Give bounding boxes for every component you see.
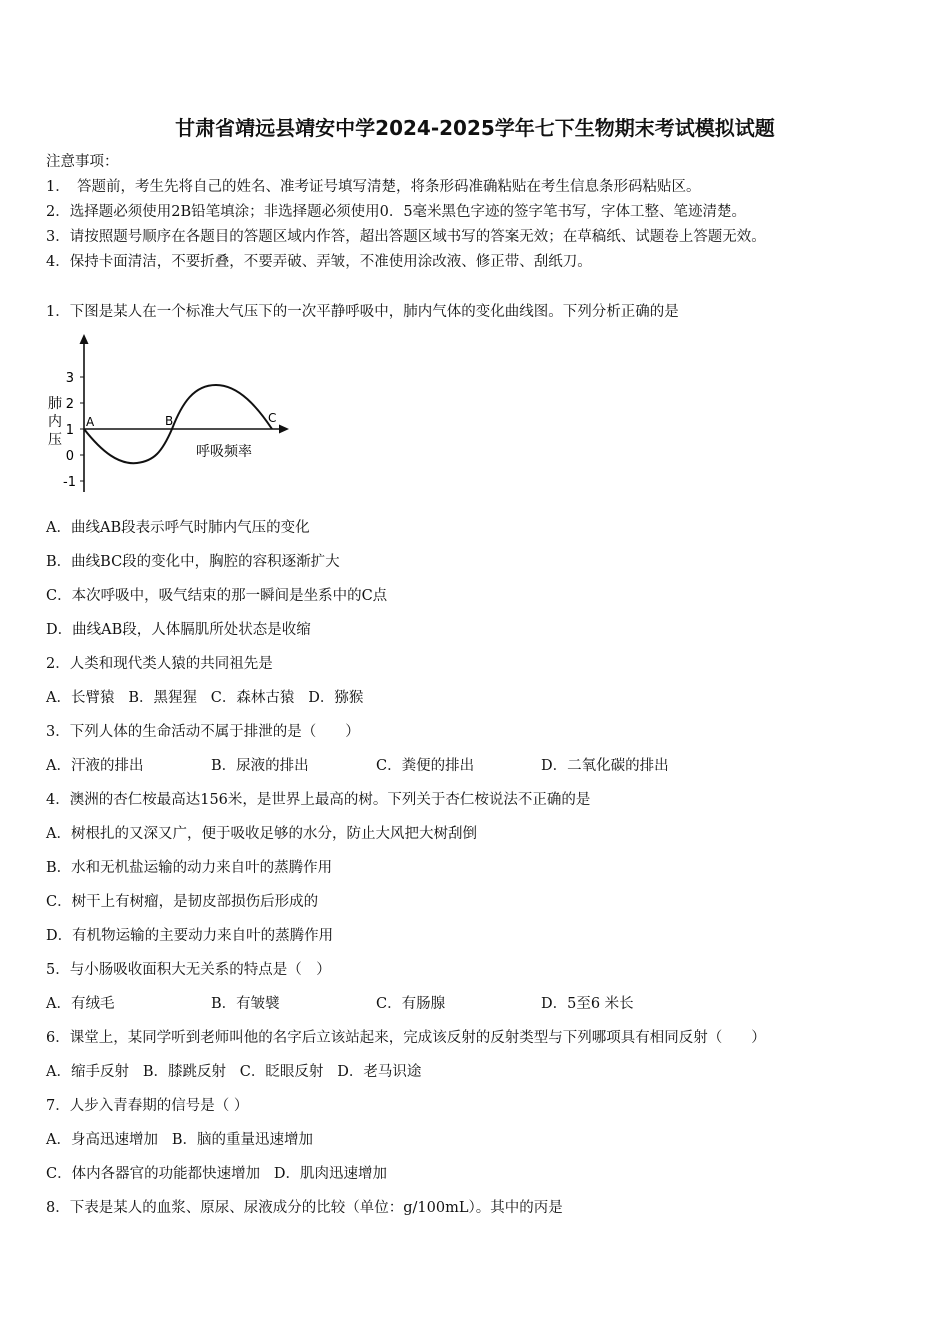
point-label-a: A (86, 415, 95, 429)
option: D．猕猴 (308, 690, 364, 706)
lung-pressure-figure (44, 330, 294, 498)
options-row (46, 1164, 387, 1184)
option: C．森林古猿 (210, 690, 295, 706)
x-axis-arrow (279, 425, 289, 434)
question-stem: 6．课堂上，某同学听到老师叫他的名字后立该站起来，完成该反射的反射类型与下列哪项具有相同反射（ ） (46, 1030, 766, 1046)
option: C．树干上有树瘤，是韧皮部损伤后形成的 (46, 894, 319, 910)
y-tick-label: -1 (63, 475, 76, 490)
y-axis-label: 肺 (48, 396, 62, 412)
option: D．二氧化碳的排出 (541, 758, 669, 774)
question-stem: 2．人类和现代类人猿的共同祖先是 (46, 656, 273, 672)
y-axis-arrow (80, 334, 89, 344)
notice-item: 1． 答题前，考生先将自己的姓名、准考证号填写清楚，将条形码准确粘贴在考生信息条形码粘贴区。 (46, 179, 701, 195)
option: D．5至6 米长 (541, 996, 634, 1012)
notice-heading: 注意事项： (46, 154, 119, 170)
option: A．曲线AB段表示呼气时肺内气压的变化 (46, 520, 310, 536)
question-stem: 3．下列人体的生命活动不属于排泄的是（ ） (46, 724, 360, 740)
options-row (46, 688, 363, 708)
option: D．老马识途 (337, 1064, 422, 1080)
y-tick-label: 2 (65, 397, 74, 412)
y-tick-label: 3 (65, 371, 74, 386)
option: D．肌肉迅速增加 (273, 1166, 388, 1182)
option: B．脑的重量迅速增加 (171, 1132, 313, 1148)
option: C．眨眼反射 (239, 1064, 324, 1080)
option: B．尿液的排出 (211, 758, 309, 774)
option: D．有机物运输的主要动力来自叶的蒸腾作用 (46, 928, 334, 944)
point-label-b: B (165, 414, 174, 428)
y-tick-label: 1 (65, 423, 74, 438)
option: B．有皱襞 (211, 996, 280, 1012)
question-stem: 8．下表是某人的血浆、原尿、尿液成分的比较（单位：g/100mL）。其中的丙是 (46, 1200, 563, 1216)
notice-item: 3．请按照题号顺序在各题目的答题区域内作答，超出答题区域书写的答案无效；在草稿纸、试题卷上答题无效。 (46, 229, 766, 245)
y-axis-label: 压 (48, 432, 62, 448)
options-row (46, 1130, 313, 1150)
y-axis-label: 内 (48, 414, 62, 430)
y-tick-label: 0 (65, 449, 74, 464)
option: D．曲线AB段，人体膈肌所处状态是收缩 (46, 622, 311, 638)
notice-item: 4．保持卡面清洁，不要折叠，不要弄破、弄皱，不准使用涂改液、修正带、刮纸刀。 (46, 254, 592, 270)
page-title: 甘肃省靖远县靖安中学2024-2025学年七下生物期末考试模拟试题 (175, 116, 775, 140)
option: A．树根扎的又深又广，便于吸收足够的水分，防止大风把大树刮倒 (46, 826, 477, 842)
option: B．曲线BC段的变化中，胸腔的容积逐渐扩大 (46, 554, 340, 570)
option: A．长臂猿 (46, 690, 115, 706)
point-label-c: C (268, 411, 277, 425)
option: A．有绒毛 (46, 996, 115, 1012)
options-row (46, 1062, 421, 1082)
option: B．水和无机盐运输的动力来自叶的蒸腾作用 (46, 860, 333, 876)
option: C．体内各器官的功能都快速增加 (46, 1166, 261, 1182)
question-stem: 1．下图是某人在一个标准大气压下的一次平静呼吸中，肺内气体的变化曲线图。下列分析正确的是 (46, 304, 679, 320)
question-stem: 5．与小肠吸收面积大无关系的特点是（ ） (46, 962, 331, 978)
option: B．黑猩猩 (128, 690, 197, 706)
option: A．缩手反射 (46, 1064, 129, 1080)
option: A．身高迅速增加 (46, 1132, 158, 1148)
x-axis-label: 呼吸频率 (196, 444, 252, 460)
option: C．有肠腺 (376, 996, 446, 1012)
option: C．本次呼吸中，吸气结束的那一瞬间是坐系中的C点 (46, 588, 388, 604)
option: C．粪便的排出 (376, 758, 475, 774)
option: B．膝跳反射 (142, 1064, 226, 1080)
option: A．汗液的排出 (46, 758, 144, 774)
question-stem: 7．人步入青春期的信号是（ ） (46, 1098, 249, 1114)
question-stem: 4．澳洲的杏仁桉最高达156米，是世界上最高的树。下列关于杏仁桉说法不正确的是 (46, 792, 591, 808)
notice-item: 2．选择题必须使用2B铅笔填涂；非选择题必须使用0．5毫米黑色字迹的签字笔书写，字体工整、笔迹清楚。 (46, 204, 747, 220)
